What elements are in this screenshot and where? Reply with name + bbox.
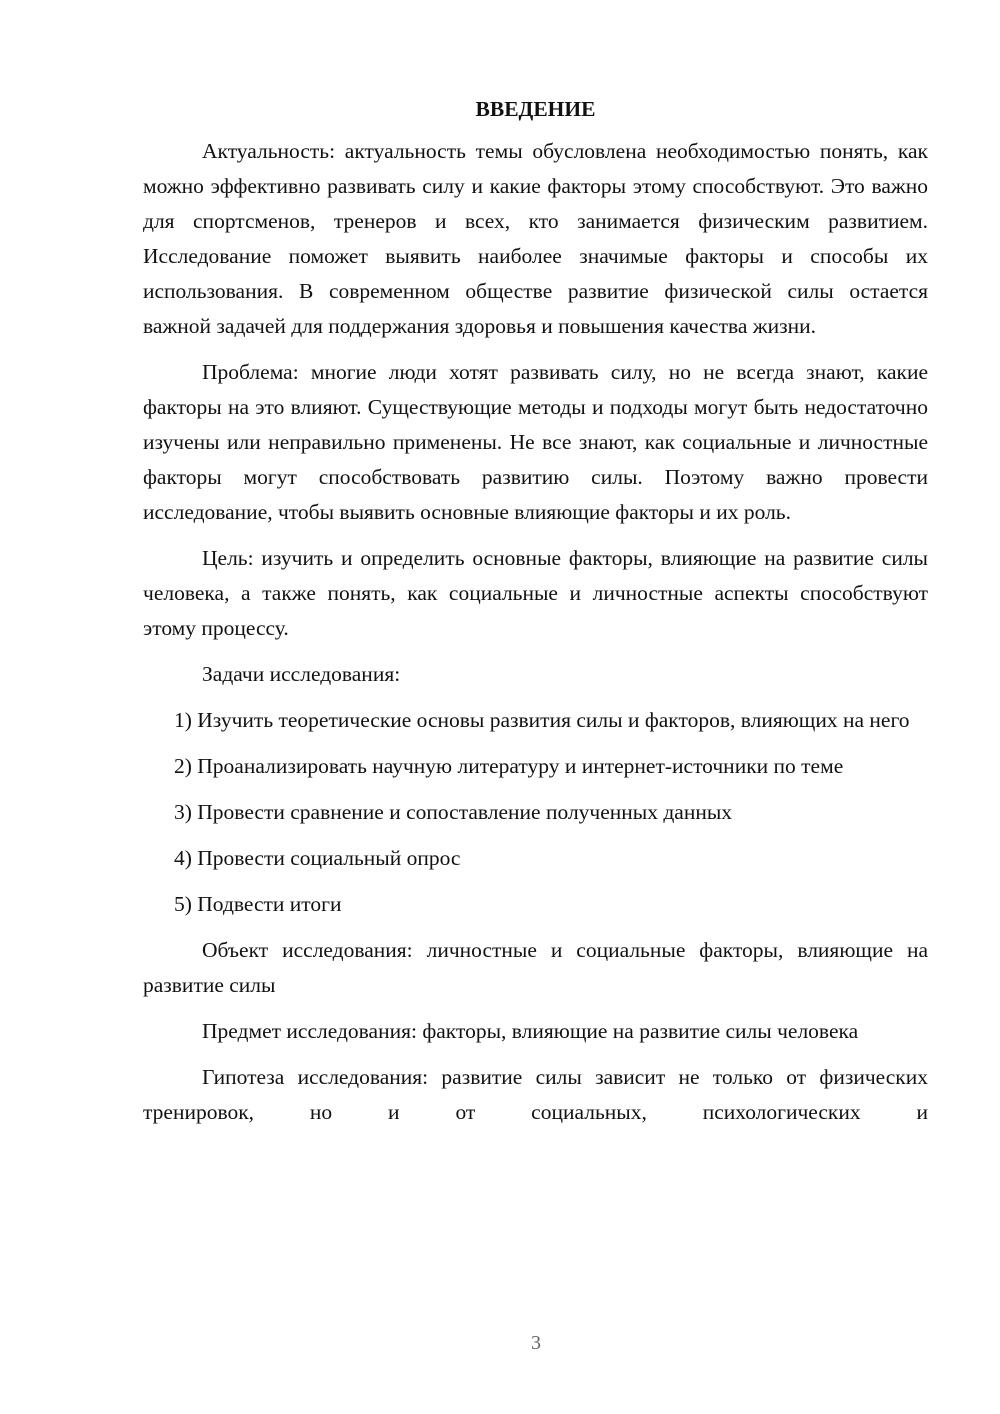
section-title: ВВЕДЕНИЕ <box>475 97 596 121</box>
task-item-4: 4) Провести социальный опрос <box>174 846 461 870</box>
paragraph-tasks-heading: Задачи исследования: <box>202 662 401 686</box>
paragraph-relevance: Актуальность: актуальность темы обусловлена необходимостью понять, как можно эффективно развивать силу и какие факторы этому способствуют. Это важно для спортсменов, тренеров и всех, кто занимается физическим развитием. Исследование поможет выявить наиболее значимые факторы и способы их использования. В современном обществе развитие физической силы остается важной задачей для поддержания здоровья и повышения качества жизни. <box>143 139 928 338</box>
task-item-1: 1) Изучить теоретические основы развития силы и факторов, влияющих на него <box>174 708 910 732</box>
paragraph-subject: Предмет исследования: факторы, влияющие на развитие силы человека <box>202 1019 859 1043</box>
paragraph-goal: Цель: изучить и определить основные факторы, влияющие на развитие силы человека, а также понять, как социальные и личностные аспекты способствуют этому процессу. <box>143 546 928 640</box>
paragraph-object: Объект исследования: личностные и социальные факторы, влияющие на развитие силы <box>143 938 928 997</box>
task-item-5: 5) Подвести итоги <box>174 892 342 916</box>
page-content <box>143 92 928 1141</box>
task-item-3: 3) Провести сравнение и сопоставление полученных данных <box>174 800 733 824</box>
task-item-2: 2) Проанализировать научную литературу и интернет-источники по теме <box>174 754 844 778</box>
page-number: 3 <box>531 1332 541 1354</box>
paragraph-hypothesis: Гипотеза исследования: развитие силы зависит не только от физических тренировок, но и от социальных, психологических и <box>143 1065 928 1124</box>
paragraph-problem: Проблема: многие люди хотят развивать силу, но не всегда знают, какие факторы на это влияют. Существующие методы и подходы могут быть недостаточно изучены или неправильно применены. Не все знают, как социальные и личностные факторы могут способствовать развитию силы. Поэтому важно провести исследование, чтобы выявить основные влияющие факторы и их роль. <box>143 360 928 524</box>
